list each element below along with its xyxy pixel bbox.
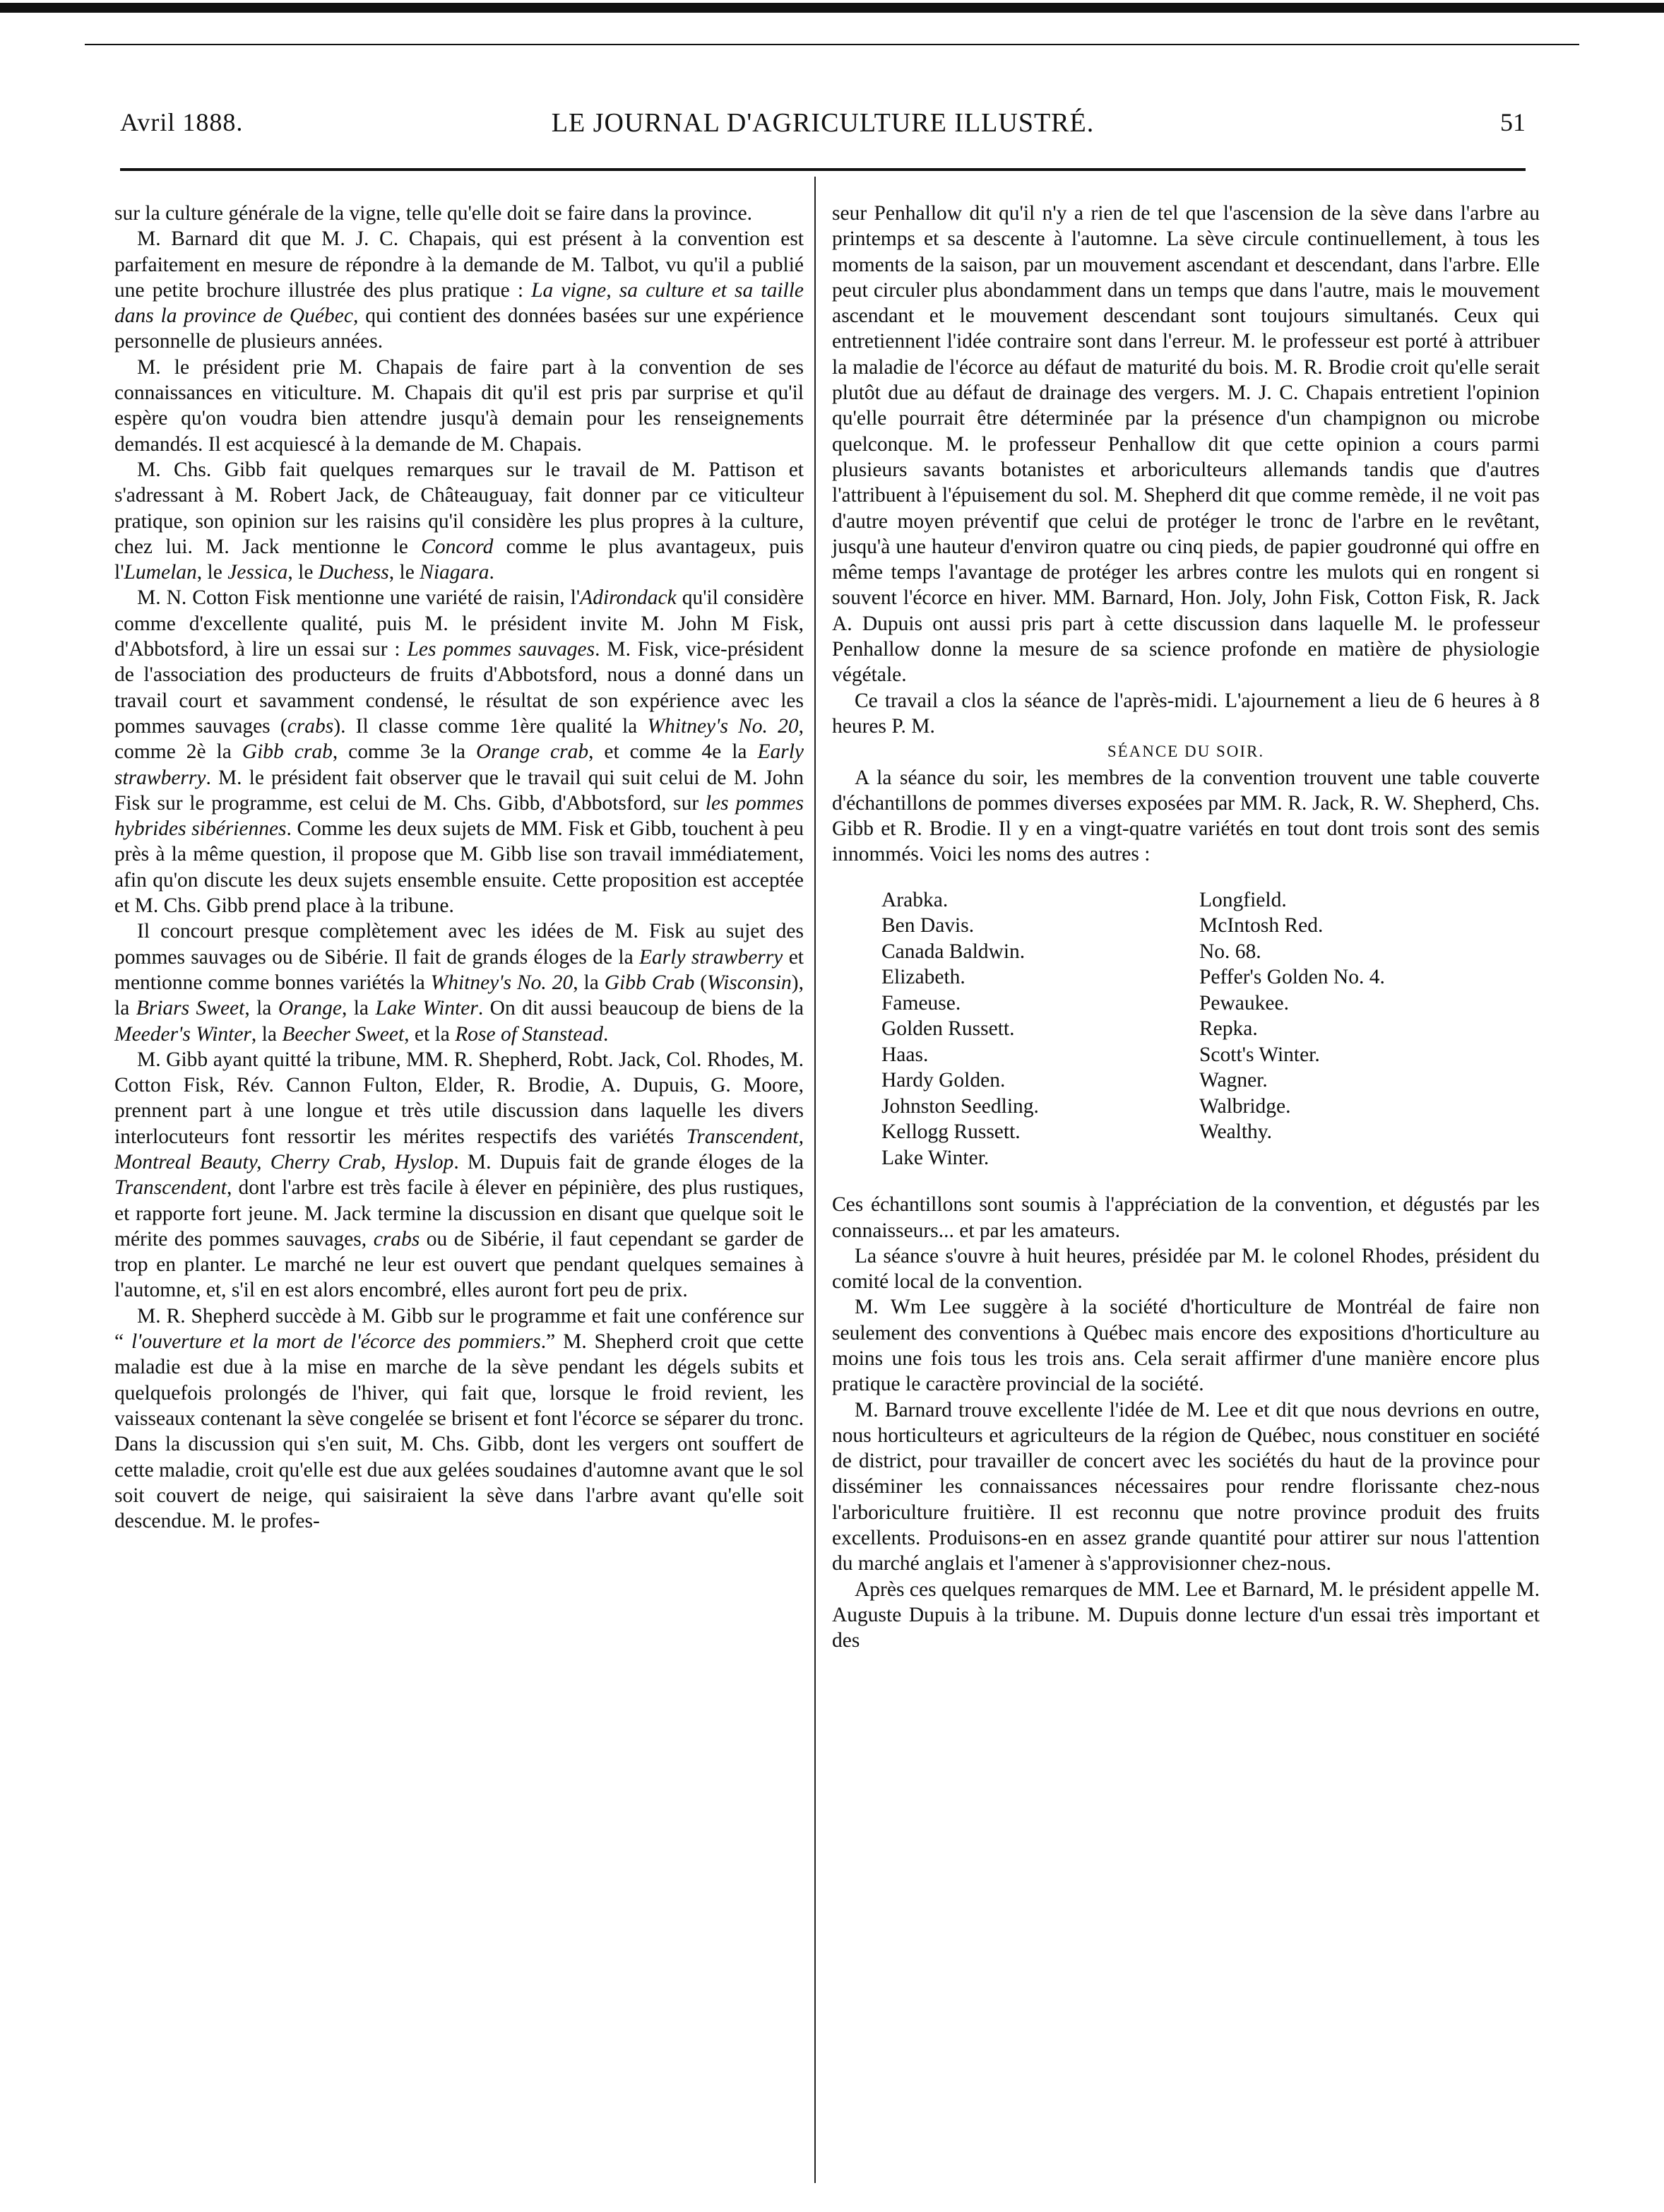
italic-title: Gibb Crab (604, 971, 695, 994)
variety-item: Longfield. (1199, 888, 1287, 911)
italic-title: Orange (278, 997, 342, 1020)
column-divider (814, 177, 816, 2183)
variety-item: Walbridge. (1199, 1094, 1291, 1118)
header-date: Avril 1888. (120, 108, 244, 136)
left-paragraph: Il concourt presque complètement avec les idées de M. Fisk au sujet des pommes sauvages ou de Sibérie. Il fait de grands éloges de la Early strawberry et mentionne comme bonnes variétés la Whitney's No. 20, la Gibb Crab (Wisconsin), la Briars Sweet, la Orange, la Lake Winter. On dit aussi beaucoup de biens de la Meeder's Winter, la Beecher Sweet, et la Rose of Stanstead. (114, 920, 804, 1046)
variety-item: McIntosh Red. (1199, 914, 1324, 938)
italic-title: Orange crab (475, 740, 589, 764)
left-paragraph: M. N. Cotton Fisk mentionne une variété de raisin, l'Adirondack qu'il considère comme d'excellente qualité, puis M. le président invite M. John M Fisk, d'Abbotsford, à lire un essai sur : Les pommes sauvages. M. Fisk, vice-président de l'association des producteurs de fruits d'Abbotsford, nous a donné dans un travail court et savamment condensé, le résultat de son expérience avec les pommes sauvages (crabs). Il classe comme 1ère qualité la Whitney's No. 20, comme 2è la Gibb crab, comme 3e la Orange crab, et comme 4e la Early strawberry. M. le président fait observer que le travail qui suit celui de M. John Fisk sur le programme, est celui de M. Chs. Gibb, d'Abbotsford, sur les pommes hybrides sibériennes. Comme les deux sujets de MM. Fisk et Gibb, touchent à peu près à la même question, il propose que M. Gibb lise son travail immédiatement, afin qu'on discute les deux sujets ensemble ensuite. Cette proposition est acceptée et M. Chs. Gibb prend place à la tribune. (114, 586, 804, 918)
right-top-paragraph: seur Penhallow dit qu'il n'y a rien de tel que l'ascension de la sève dans l'arbre au printemps et sa descente à l'automne. La sève circule continuellement, à tous les moments de la saison, par un mouvement ascendant et descendant, dans l'arbre. Elle peut circuler plus abondamment dans un temps que dans l'autre, mais le mouvement ascendant et le mouvement descendant sont toujours simultanés. Ceux qui entretiennent l'idée contraire sont dans l'erreur. M. le professeur est porté à attribuer la maladie de l'écorce au défaut de maturité du bois. M. R. Brodie croit qu'elle serait plutôt due au défaut de drainage des vergers. M. J. C. Chapais entretient l'opinion qu'elle pourrait être déterminée par la présence d'un champignon ou microbe quelconque. M. le professeur Penhallow dit que cette opinion a cours parmi plusieurs savants botanistes et arboriculteurs allemands tandis que d'autres l'attribuent à l'épuisement du sol. M. Shepherd dit que comme remède, il ne voit pas d'autre moyen préventif que celui de protéger le tronc de l'arbre en le revêtant, jusqu'à une hauteur d'environ quatre ou cinq pieds, de papier goudronné qui offre en même temps l'avantage de protéger les arbres contre les mulots qui en rongent si souvent l'écorce en hiver. MM. Barnard, Hon. Joly, John Fisk, Cotton Fisk, R. Jack A. Dupuis ont aussi pris part à cette discussion dans laquelle M. le professeur Penhallow donne la mesure de sa science profonde en matière de physiologie végétale. (832, 202, 1540, 687)
italic-title: Early strawberry (639, 945, 783, 969)
variety-item: Peffer's Golden No. 4. (1199, 966, 1385, 989)
variety-item: Golden Russett. (881, 1017, 1015, 1041)
header-title: LE JOURNAL D'AGRICULTURE ILLUSTRÉ. (551, 108, 1095, 138)
variety-item: Hardy Golden. (881, 1069, 1006, 1092)
varieties-list (881, 887, 1540, 1171)
variety-item: Fameuse. (881, 991, 961, 1015)
top-rule-thin (85, 44, 1579, 45)
italic-title: Gibb crab (242, 740, 333, 764)
italic-title: Lumelan (124, 561, 197, 584)
italic-title: Transcendent, Montreal Beauty, Cherry Crab, Hyslop (114, 1125, 804, 1173)
italic-title: Jessica (227, 561, 288, 584)
italic-title: Duchess (318, 561, 389, 584)
variety-item: Elizabeth. (881, 966, 965, 989)
section-title: SÉANCE DU SOIR. (1107, 743, 1265, 761)
left-paragraph: M. Chs. Gibb fait quelques remarques sur le travail de M. Pattison et s'adressant à M. Robert Jack, de Châteauguay, fait donner par ce viticulteur pratique, son opinion sur les raisins qu'il considère les plus propres à la culture, chez lui. M. Jack mentionne le Concord comme le plus avantageux, puis l'Lumelan, le Jessica, le Duchess, le Niagara. (114, 458, 804, 584)
variety-item: No. 68. (1199, 940, 1261, 963)
right-bottom-paragraph: Ces échantillons sont soumis à l'appréciation de la convention, et dégustés par les connaisseurs... et par les amateurs. (832, 1193, 1540, 1242)
italic-title: Concord (421, 535, 494, 558)
italic-title: Briars Sweet (136, 997, 245, 1020)
varieties-list-left (881, 887, 1199, 1171)
italic-title: Beecher Sweet (282, 1022, 405, 1046)
left-paragraph: M. Gibb ayant quitté la tribune, MM. R. Shepherd, Robt. Jack, Col. Rhodes, M. Cotton Fisk, Rév. Cannon Fulton, Elder, R. Brodie, A. Dupuis, G. Moore, prennent part à une longue et très utile discussion dans laquelle les divers interlocuteurs font ressortir les mérites respectifs des variétés Transcendent, Montreal Beauty, Cherry Crab, Hyslop. M. Dupuis fait de grande éloges de la Transcendent, dont l'arbre est très facile à élever en pépinière, des plus rustiques, et rapporte fort jeune. M. Jack termine la discussion en disant que quelque soit le mérite des pommes sauvages, crabs ou de Sibérie, il faut cependant se garder de trop en planter. Le marché ne leur est ouvert que pendant quelques semaines à l'automne, et, s'il en est alors encombré, elles auront fort peu de prix. (114, 1048, 804, 1302)
italic-title: Niagara (420, 561, 489, 584)
italic-title: Early strawberry (114, 740, 804, 789)
right-bottom-paragraph: M. Barnard trouve excellente l'idée de M. Lee et dit que nous devrions en outre, nous horticulteurs et agriculteurs de la région de Québec, nous constituer en société de district, pour travailler de concert avec les sociétés du haut de la province pour disséminer les connaissances nécessaires pour rendre florissante chez-nous l'arboriculture fruitière. Il est reconnu que notre province produit des fruits excellents. Produisons-en en assez grande quantité pour attirer sur nous l'attention du marché anglais et l'amener à s'approvisionner chez-nous. (832, 1398, 1540, 1575)
italic-title: Wisconsin (707, 971, 792, 994)
left-paragraph: M. R. Shepherd succède à M. Gibb sur le programme et fait une conférence sur “ l'ouverture et la mort de l'écorce des pommiers.” M. Shepherd croit que cette maladie est due à la mise en marche de la sève pendant les dégels subits et quelquefois prolongés de l'hiver, qui fait que, lorsque le froid revient, les vaisseaux contenant la sève congelée se brisent et font l'écorce se séparer du tronc. Dans la discussion qui s'en suit, M. Chs. Gibb, dont les vergers ont souffert de cette maladie, croit qu'elle est due aux gelées soudaines d'automne avant que le sol soit couvert de neige, qui saisiraient la sève dans l'arbre avant qu'elle soit descendue. M. le profes- (114, 1304, 804, 1533)
header-rule (120, 168, 1526, 171)
varieties-list-right (1199, 887, 1496, 1171)
italic-title: Whitney's No. 20 (430, 971, 574, 994)
italic-title: crabs (287, 714, 334, 738)
right-bottom-paragraph: La séance s'ouvre à huit heures, présidée par M. le colonel Rhodes, président du comité local de la convention. (832, 1244, 1540, 1294)
italic-title: Meeder's Winter (114, 1022, 251, 1046)
variety-item: Johnston Seedling. (881, 1094, 1039, 1118)
italic-title: Lake Winter (375, 997, 478, 1020)
variety-item: Pewaukee. (1199, 991, 1289, 1015)
right-top-paragraph: Ce travail a clos la séance de l'après-midi. L'ajournement a lieu de 6 heures à 8 heures P. M. (832, 689, 1540, 738)
left-paragraph: M. le président prie M. Chapais de faire part à la convention de ses connaissances en viticulture. M. Chapais dit qu'il est pris par surprise et qu'il espère qu'on voudra bien attendre jusqu'à demain pour les renseignements demandés. Il est acquiescé à la demande de M. Chapais. (114, 355, 804, 456)
variety-item: Wagner. (1199, 1069, 1268, 1092)
italic-title: les pommes hybrides sibériennes (114, 791, 804, 841)
right-bottom-paragraph: Après ces quelques remarques de MM. Lee et Barnard, M. le président appelle M. Auguste Dupuis à la tribune. M. Dupuis donne lecture d'un essai très important et des (832, 1578, 1540, 1652)
page-header (120, 107, 1526, 150)
evening-intro: A la séance du soir, les membres de la convention trouvent une table couverte d'échantillons de pommes diverses exposées par MM. R. Jack, R. W. Shepherd, Chs. Gibb et R. Brodie. Il y en a vingt-quatre variétés en tout dont trois sont des semis innommés. Voici les noms des autres : (832, 766, 1540, 866)
right-column-top (832, 201, 1540, 739)
italic-title: Whitney's No. 20 (647, 714, 799, 738)
page-number: 51 (1500, 108, 1526, 136)
right-column-bottom (832, 1192, 1540, 1653)
italic-title: Rose of Stanstead (455, 1022, 604, 1046)
variety-item: Lake Winter. (881, 1146, 990, 1169)
left-column (114, 201, 804, 1534)
italic-title: Adirondack (580, 586, 677, 610)
italic-title: La vigne, sa culture et sa taille dans la province de Québec, (114, 278, 804, 328)
variety-item: Repka. (1199, 1017, 1258, 1041)
italic-title: l'ouverture et la mort de l'écorce des pommiers (131, 1330, 541, 1354)
variety-item: Kellogg Russett. (881, 1120, 1021, 1144)
right-bottom-paragraph: M. Wm Lee suggère à la société d'horticulture de Montréal de faire non seulement des conventions à Québec mais encore des expositions d'horticulture au moins une fois tous les trois ans. Cela serait affirmer d'une manière encore plus pratique le caractère provincial de la société. (832, 1296, 1540, 1396)
variety-item: Wealthy. (1199, 1120, 1273, 1144)
left-paragraph: M. Barnard dit que M. J. C. Chapais, qui est présent à la convention est parfaitement en mesure de répondre à la demande de M. Talbot, vu qu'il a publié une petite brochure illustrée des plus pratique : La vigne, sa culture et sa taille dans la province de Québec, qui contient des données basées sur une expérience personnelle de plusieurs années. (114, 227, 804, 353)
variety-item: Ben Davis. (881, 914, 975, 938)
top-rule-thick (0, 3, 1664, 13)
variety-item: Scott's Winter. (1199, 1043, 1320, 1066)
right-column (832, 201, 1540, 1654)
variety-item: Haas. (881, 1043, 929, 1066)
left-paragraph: sur la culture générale de la vigne, telle qu'elle doit se faire dans la province. (114, 202, 753, 225)
variety-item: Arabka. (881, 888, 949, 911)
italic-title: Transcendent (114, 1176, 227, 1200)
italic-title: crabs (373, 1227, 420, 1250)
italic-title: Les pommes sauvages (407, 638, 595, 661)
variety-item: Canada Baldwin. (881, 940, 1026, 963)
